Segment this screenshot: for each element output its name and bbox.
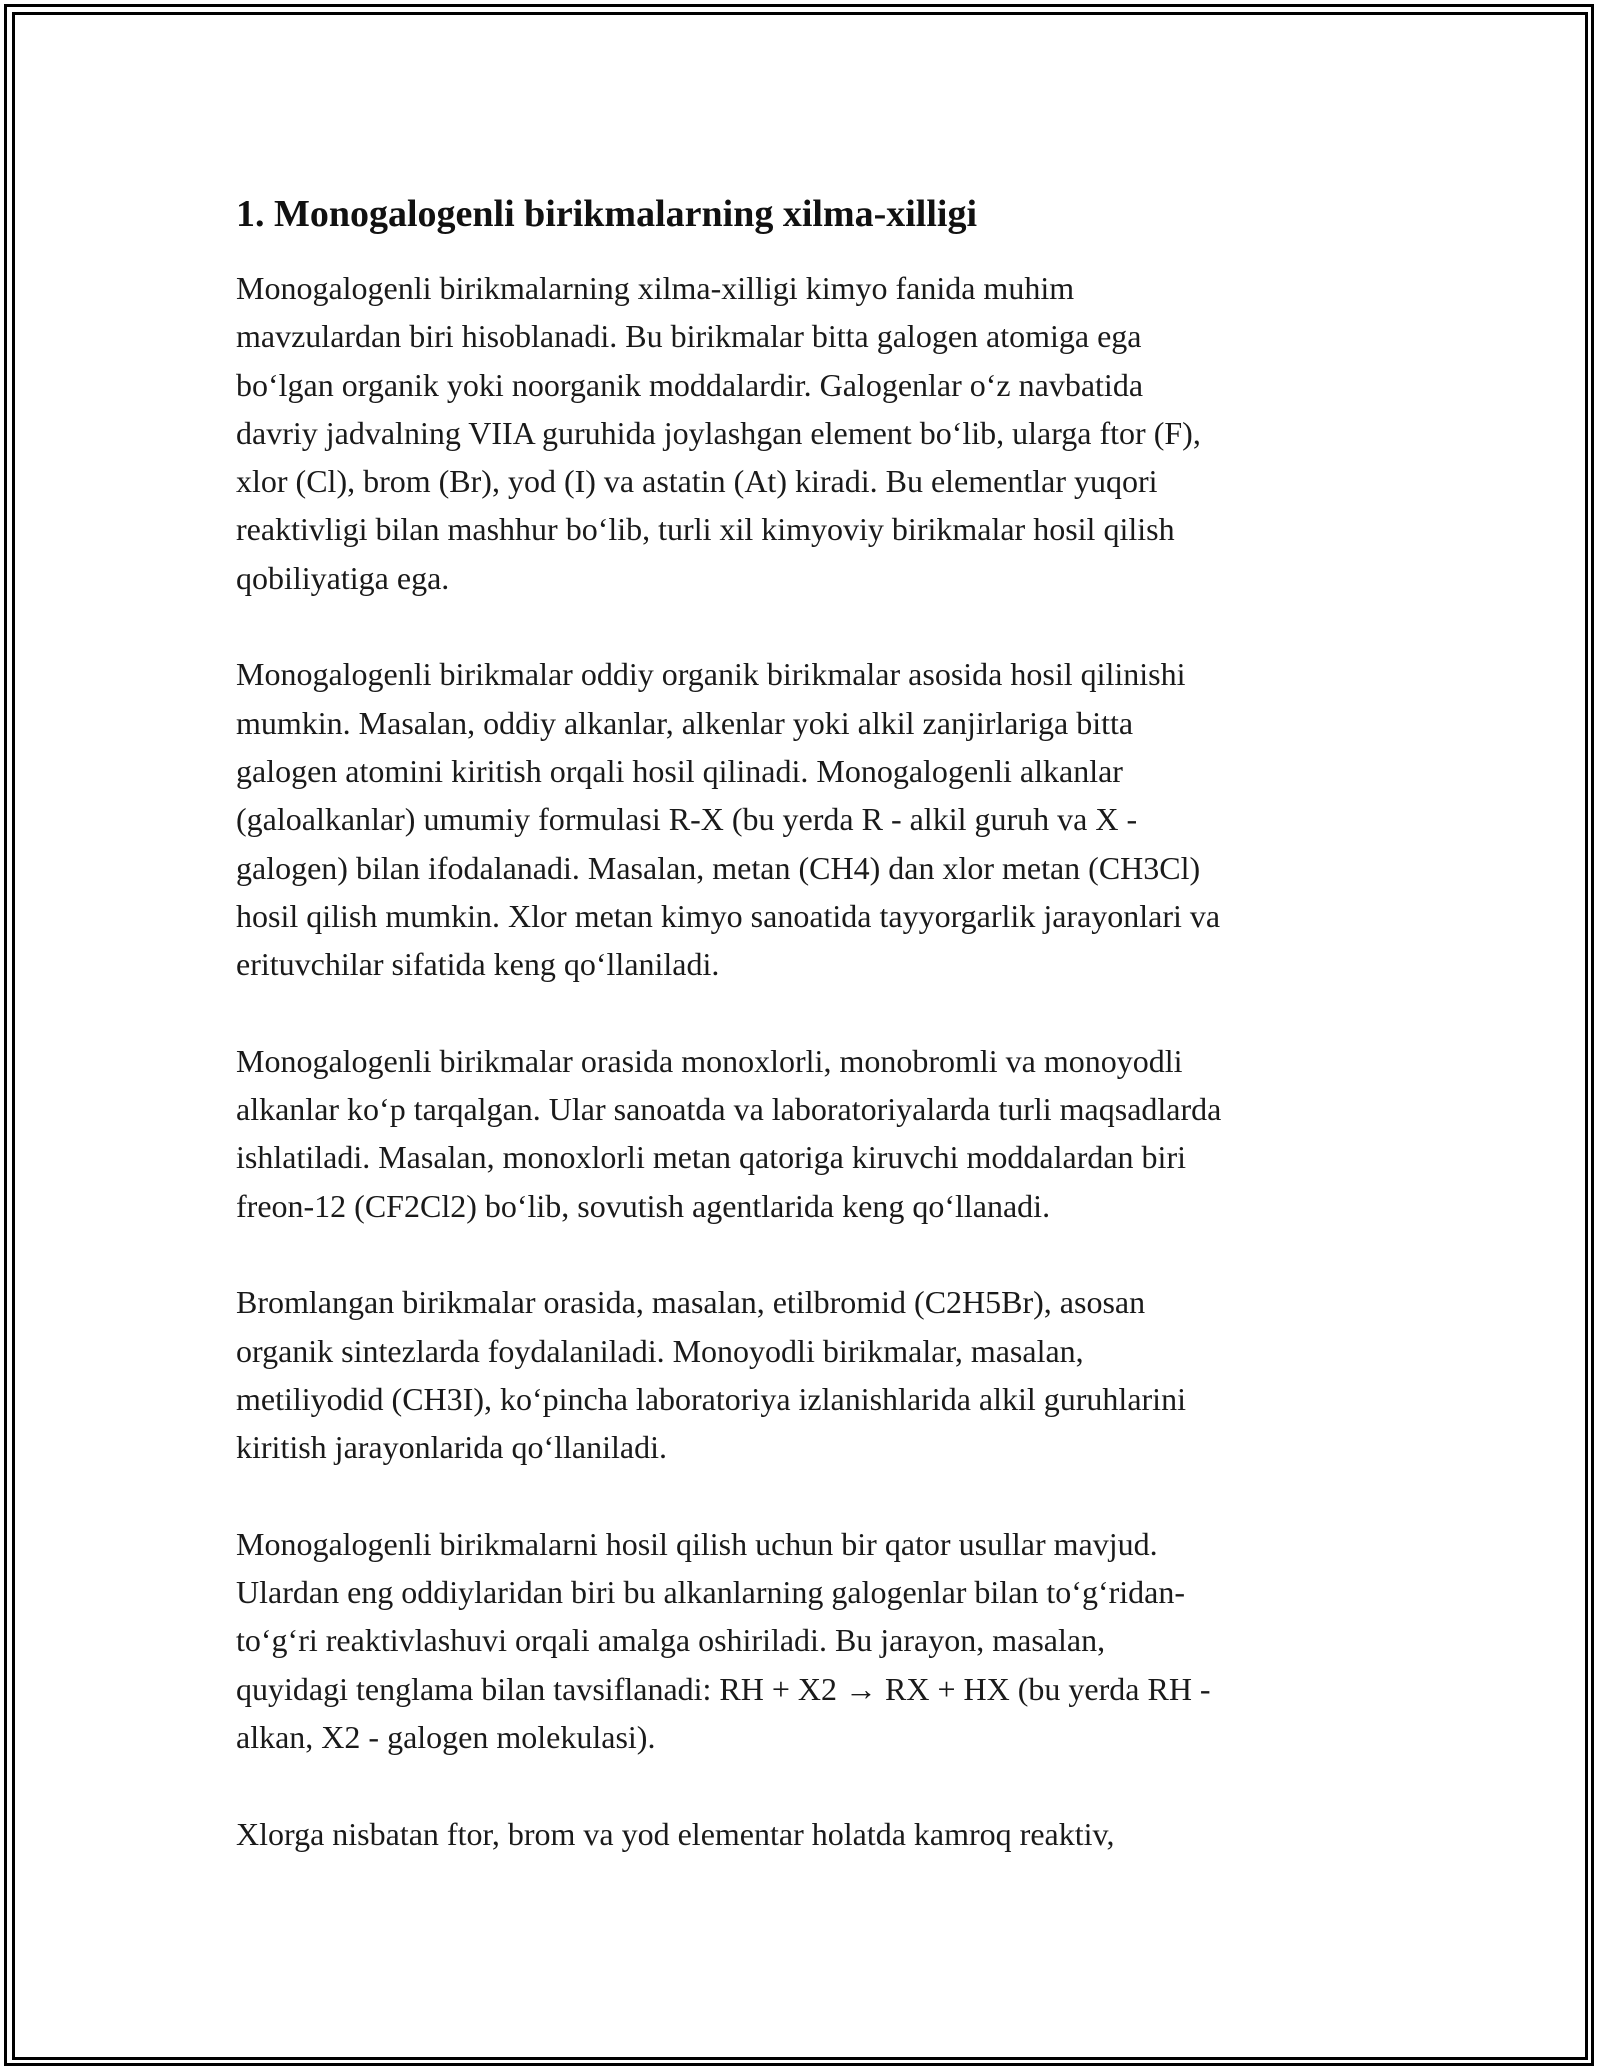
text-line: Xlorga nisbatan ftor, brom va yod elementar holatda kamroq reaktiv, [236,1815,1115,1852]
text-line: Ulardan eng oddiylaridan biri bu alkanlarning galogenlar bilan to‘g‘ridan- [236,1574,1186,1611]
text-line: Monogalogenli birikmalar oddiy organik birikmalar asosida hosil qilinishi [236,656,1186,693]
paragraph-synthesis-methods [236,1520,1376,1761]
text-line: galogen) bilan ifodalanadi. Masalan, metan (CH4) dan xlor metan (CH3Cl) [236,849,1201,886]
text-line: bo‘lgan organik yoki noorganik moddalardir. Galogenlar o‘z navbatida [236,366,1144,403]
text-line: Monogalogenli birikmalarni hosil qilish uchun bir qator usullar mavjud. [236,1525,1158,1562]
document-body [236,188,1376,1906]
text-line: galogen atomini kiritish orqali hosil qilinadi. Monogalogenli alkanlar [236,752,1123,789]
text-line: alkan, X2 - galogen molekulasi). [236,1718,656,1755]
section-heading: 1. Monogalogenli birikmalarning xilma-xilligi [236,193,978,235]
text-line: (galoalkanlar) umumiy formulasi R-X (bu yerda R - alkil guruh va X - [236,801,1138,838]
text-line: erituvchilar sifatida keng qo‘llaniladi. [236,946,720,983]
text-line: xlor (Cl), brom (Br), yod (I) va astatin (At) kiradi. Bu elementlar yuqori [236,463,1158,500]
text-line: to‘g‘ri reaktivlashuvi orqali amalga oshiriladi. Bu jarayon, masalan, [236,1622,1106,1659]
text-line: Monogalogenli birikmalar orasida monoxlorli, monobromli va monoyodli [236,1042,1183,1079]
text-line: quyidagi tenglama bilan tavsiflanadi: RH + X2 → RX + HX (bu yerda RH - [236,1670,1211,1707]
text-line: metiliyodid (CH3I), ko‘pincha laboratoriya izlanishlarida alkil guruhlarini [236,1380,1186,1417]
text-line: reaktivligi bilan mashhur bo‘lib, turli xil kimyoviy birikmalar hosil qilish [236,511,1175,548]
text-line: Monogalogenli birikmalarning xilma-xilligi kimyo fanida muhim [236,270,1075,306]
text-line: qobiliyatiga ega. [236,559,450,596]
paragraph-reactivity [236,1810,1376,1858]
text-line: mumkin. Masalan, oddiy alkanlar, alkenlar yoki alkil zanjirlariga bitta [236,704,1134,741]
text-line: Bromlangan birikmalar orasida, masalan, etilbromid (C2H5Br), asosan [236,1284,1146,1321]
text-line: freon-12 (CF2Cl2) bo‘lib, sovutish agentlarida keng qo‘llanadi. [236,1187,1051,1224]
paragraph-bromo-iodo [236,1278,1376,1471]
text-line: alkanlar ko‘p tarqalgan. Ular sanoatda va laboratoriyalarda turli maqsadlarda [236,1091,1222,1128]
text-line: kiritish jarayonlarida qo‘llaniladi. [236,1429,667,1466]
text-line: ishlatiladi. Masalan, monoxlorli metan qatoriga kiruvchi moddalardan biri [236,1139,1186,1176]
paragraph-organic-basis [236,650,1376,988]
paragraph-intro [236,264,1376,602]
text-line: davriy jadvalning VIIA guruhida joylashgan element bo‘lib, ularga ftor (F), [236,414,1201,451]
paragraph-monochloro [236,1037,1376,1230]
text-line: hosil qilish mumkin. Xlor metan kimyo sanoatida tayyorgarlik jarayonlari va [236,897,1221,934]
text-line: mavzulardan biri hisoblanadi. Bu birikmalar bitta galogen atomiga ega [236,318,1142,355]
text-line: organik sintezlarda foydalaniladi. Monoyodli birikmalar, masalan, [236,1332,1084,1369]
